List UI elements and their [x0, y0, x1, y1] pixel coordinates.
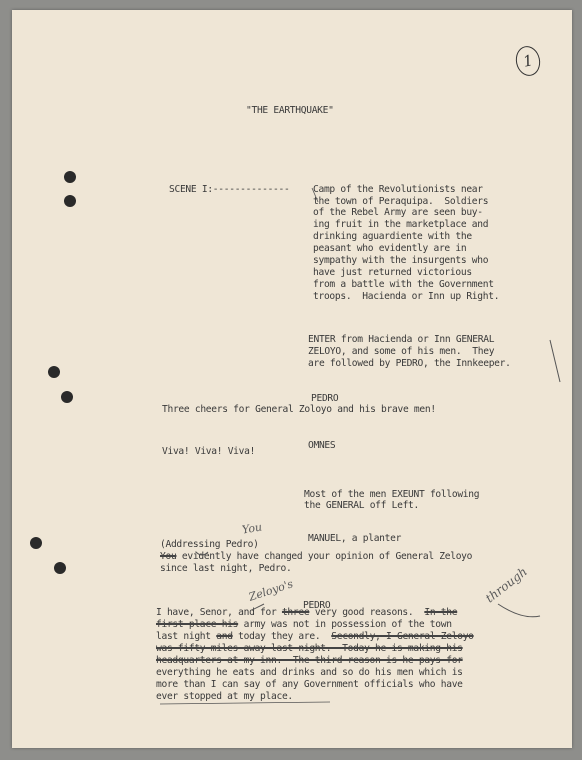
- scene-line: have just returned victorious: [313, 267, 472, 278]
- scene-label: SCENE I:--------------: [169, 184, 290, 195]
- dialogue-line: more than I can say of any Government officials who have: [156, 679, 463, 690]
- struck-text: and: [216, 631, 233, 642]
- typescript-page: [12, 10, 572, 748]
- page-number: 1: [513, 44, 543, 78]
- caret-mark: [252, 604, 264, 610]
- dialogue-line: ever stopped at my place.: [156, 691, 293, 702]
- struck-text: was fifty miles away last night. Today he is making his: [156, 643, 463, 654]
- struck-text: headquarters at my inn. The third reason is he pays for: [156, 655, 463, 666]
- dialogue-text: army was not in possession of the town: [238, 619, 452, 630]
- dialogue-line: Three cheers for General Zoloyo and his brave men!: [162, 404, 436, 415]
- parenthetical: (Addressing Pedro): [160, 539, 259, 550]
- scene-line: Camp of the Revolutionists near: [313, 184, 483, 195]
- scene-line: ing fruit in the marketplace and: [313, 219, 489, 230]
- struck-text: Secondly, I General Zeloyo: [331, 631, 474, 642]
- dialogue-text: evidently have changed your opinion of General Zeloyo: [176, 551, 473, 562]
- scene-line: the town of Peraquipa. Soldiers: [313, 196, 489, 207]
- caret-mark: [196, 552, 208, 555]
- speaker-name: PEDRO: [311, 393, 339, 404]
- direction-line: Most of the men EXEUNT following: [304, 489, 480, 500]
- play-title: "THE EARTHQUAKE": [246, 105, 334, 116]
- pencil-marks: [12, 10, 572, 748]
- struck-text: first place his: [156, 619, 239, 630]
- struck-text: You: [160, 551, 177, 562]
- scene-line: drinking aguardiente with the: [313, 231, 472, 242]
- struck-text: In the: [424, 607, 458, 618]
- dialogue-text: today they are.: [232, 631, 332, 642]
- scene-line: from a battle with the Government: [313, 279, 494, 290]
- scene-line: of the Rebel Army are seen buy-: [313, 207, 483, 218]
- handwritten-note: You: [241, 520, 263, 537]
- scene-line: peasant who evidently are in: [313, 243, 467, 254]
- dialogue-line: everything he eats and drinks and so do his men which is: [156, 667, 463, 678]
- direction-line: are followed by PEDRO, the Innkeeper.: [308, 358, 511, 369]
- dialogue-text: I have, Senor, and for: [156, 607, 282, 618]
- dialogue-line: Viva! Viva! Viva!: [162, 446, 256, 457]
- speaker-name: MANUEL, a planter: [308, 533, 402, 544]
- pencil-mark: [498, 604, 540, 617]
- dialogue-text: last night: [156, 631, 217, 642]
- dialogue-line: since last night, Pedro.: [160, 563, 292, 574]
- handwritten-note: Zeloyo's: [247, 577, 295, 604]
- underline-mark: [160, 702, 330, 704]
- direction-line: the GENERAL off Left.: [304, 500, 419, 511]
- dialogue-text: very good reasons.: [309, 607, 425, 618]
- struck-text: three: [281, 607, 310, 618]
- handwritten-note: through: [482, 564, 530, 606]
- direction-line: ZELOYO, and some of his men. They: [308, 346, 495, 357]
- speaker-name: OMNES: [308, 440, 336, 451]
- scene-line: sympathy with the insurgents who: [313, 255, 489, 266]
- pencil-mark: [550, 340, 560, 382]
- scene-line: troops. Hacienda or Inn up Right.: [313, 291, 500, 302]
- direction-line: ENTER from Hacienda or Inn GENERAL: [308, 334, 495, 345]
- speaker-name: PEDRO: [303, 600, 331, 611]
- pencil-mark: [312, 188, 318, 202]
